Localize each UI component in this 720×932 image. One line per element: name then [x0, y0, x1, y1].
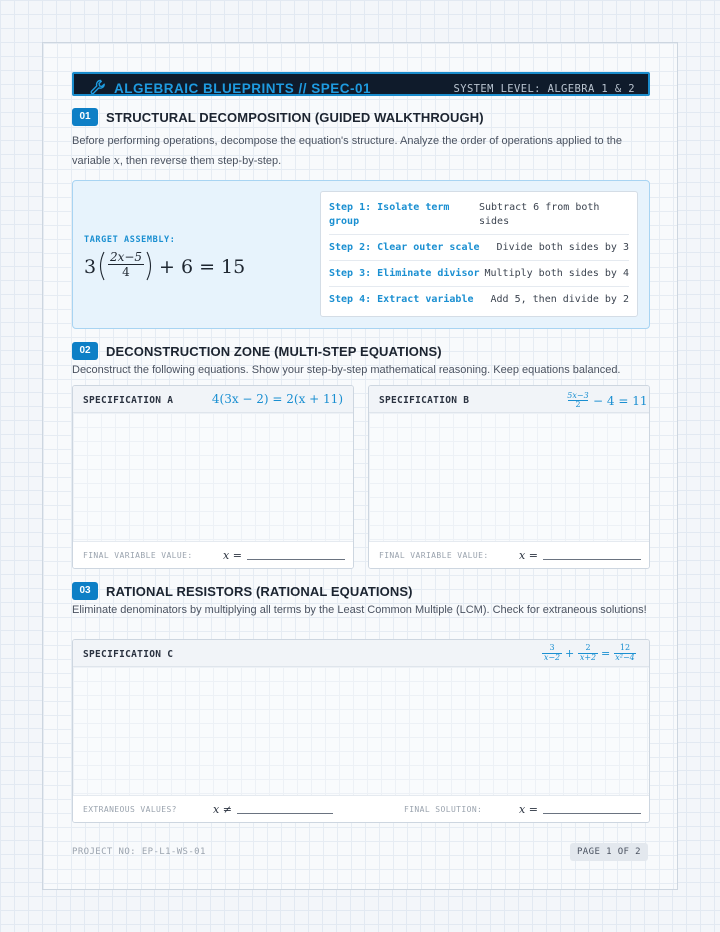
extraneous-values-label: EXTRANEOUS VALUES?: [83, 805, 177, 814]
step-divider: [329, 260, 629, 261]
wrench-icon: [90, 79, 106, 95]
specification-b-answer[interactable]: x =: [519, 546, 641, 564]
worksheet-page: [42, 42, 678, 890]
target-equation: 3 2x−5 4 + 6 = 15: [84, 250, 246, 279]
section-2-intro: Deconstruct the following equations. Show your step-by-step mathematical reasoning. Keep equations balanced.: [72, 364, 621, 376]
variable-x: x: [113, 154, 120, 167]
specification-a-equation: 4(3x − 2) = 2(x + 11): [211, 392, 343, 406]
step-divider: [329, 234, 629, 235]
guided-walkthrough-box: [72, 180, 650, 329]
document-title: ALGEBRAIC BLUEPRINTS // SPEC-01: [114, 81, 372, 96]
step-label: Step 3: Eliminate divisor: [329, 268, 480, 279]
specification-b-label: SPECIFICATION B: [379, 395, 470, 406]
specification-b-equation: 5x−3 2 − 4 = 11: [567, 391, 648, 409]
specification-a-footer: [73, 541, 353, 568]
step-label: Step 2: Clear outer scale: [329, 242, 480, 253]
section-3-title: RATIONAL RESISTORS (RATIONAL EQUATIONS): [106, 584, 413, 599]
section-1-title: STRUCTURAL DECOMPOSITION (GUIDED WALKTHROUGH): [106, 110, 484, 125]
specification-b-card: [368, 385, 650, 569]
specification-c-work-area[interactable]: [73, 667, 649, 795]
step-label: Step 1: Isolate term group: [329, 202, 450, 227]
page-indicator: PAGE 1 OF 2: [570, 843, 648, 861]
final-solution-label: FINAL SOLUTION:: [404, 805, 483, 814]
specification-a-card: [72, 385, 354, 569]
specification-c-equation: 3 x−2 + 2 x+2 = 12 x²−4: [543, 643, 635, 662]
specification-a-answer[interactable]: x =: [223, 546, 345, 564]
project-number: PROJECT NO: EP-L1-WS-01: [72, 847, 206, 857]
step-description: Subtract 6 from both sides: [479, 202, 600, 227]
final-value-label: FINAL VARIABLE VALUE:: [83, 551, 193, 560]
step-label: Step 4: Extract variable: [329, 294, 474, 305]
system-level: SYSTEM LEVEL: ALGEBRA 1 & 2: [453, 83, 635, 95]
specification-a-work-area[interactable]: [73, 413, 353, 541]
final-solution-answer[interactable]: x =: [519, 800, 641, 818]
step-description: Divide both sides by 3: [496, 242, 629, 253]
section-2-title: DECONSTRUCTION ZONE (MULTI-STEP EQUATIONS): [106, 344, 442, 359]
step-divider: [329, 286, 629, 287]
extraneous-values-answer[interactable]: x ≠: [213, 800, 333, 818]
final-value-label: FINAL VARIABLE VALUE:: [379, 551, 489, 560]
specification-a-header: [73, 386, 353, 413]
section-2-badge: 02: [72, 342, 98, 360]
step-description: Add 5, then divide by 2: [490, 294, 629, 305]
section-1-badge: 01: [72, 108, 98, 126]
specification-b-work-area[interactable]: [369, 413, 649, 541]
target-assembly-label: TARGET ASSEMBLY:: [84, 235, 176, 245]
header-bar: [72, 72, 650, 96]
specification-a-label: SPECIFICATION A: [83, 395, 174, 406]
section-3-badge: 03: [72, 582, 98, 600]
specification-c-header: [73, 640, 649, 667]
specification-c-label: SPECIFICATION C: [83, 649, 174, 660]
section-3-intro: Eliminate denominators by multiplying all terms by the Least Common Multiple (LCM). Check for extraneous solutions!: [72, 604, 647, 616]
section-1-intro: Before performing operations, decompose the equation's structure. Analyze the order of operations applied to the variable x, then reverse them step-by-step.: [72, 135, 622, 167]
steps-panel: [320, 191, 638, 317]
specification-c-footer: [73, 795, 649, 822]
step-description: Multiply both sides by 4: [484, 268, 629, 279]
specification-c-card: [72, 639, 650, 823]
specification-b-footer: [369, 541, 649, 568]
specification-b-header: [369, 386, 649, 413]
